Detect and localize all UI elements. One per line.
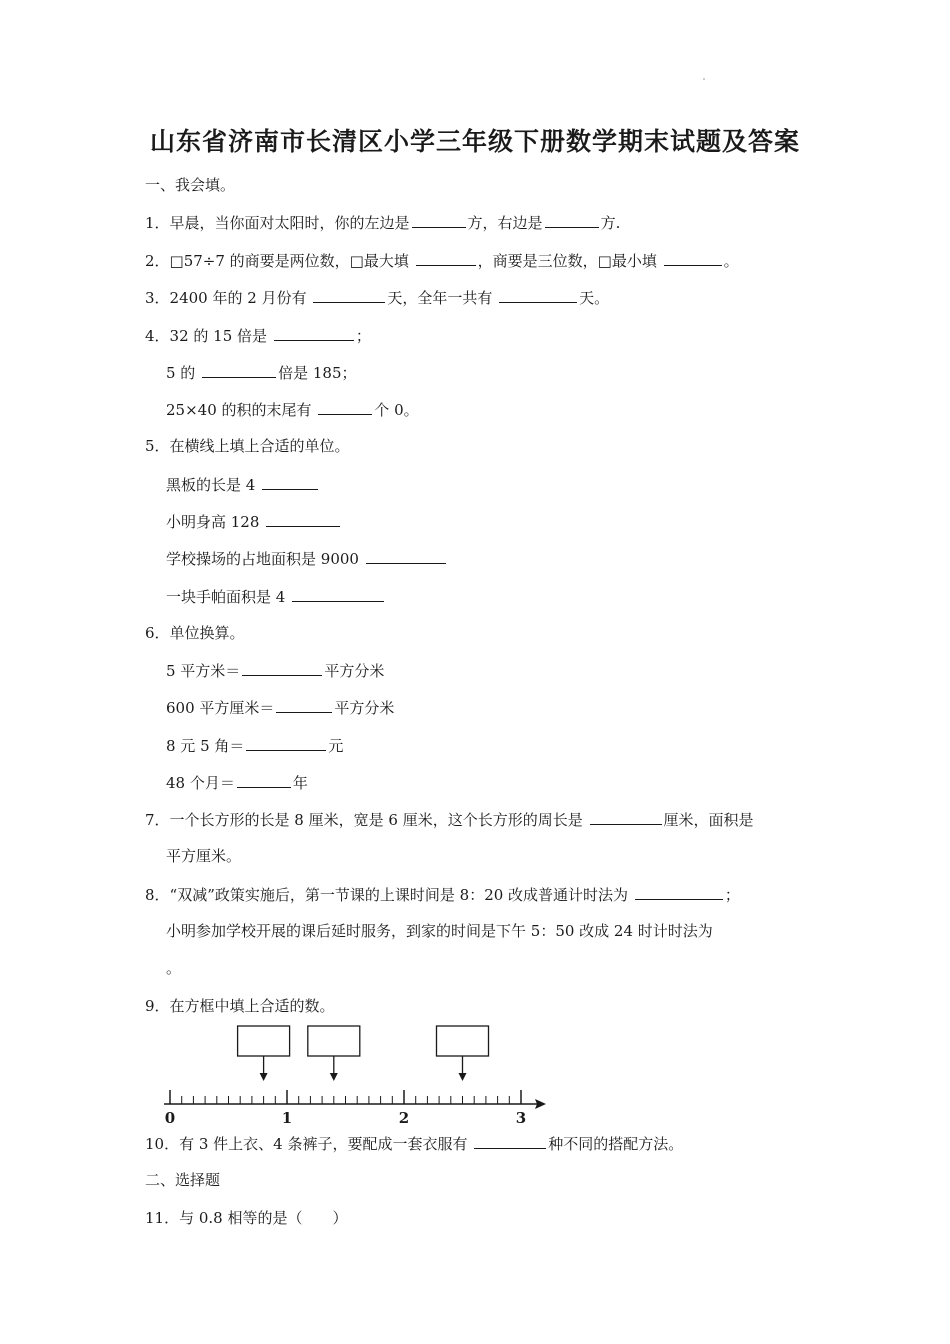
question-4: 4．32 的 15 倍是 ； (145, 327, 371, 345)
number-line-ticks (170, 1090, 521, 1104)
answer-blank[interactable] (545, 212, 599, 228)
question-6-line-1: 5 平方米＝ 平方分米 (166, 662, 385, 680)
question-4-line-2: 5 的 倍是 185； (166, 364, 357, 382)
question-1: 1．早晨，当你面对太阳时，你的左边是 方，右边是 方. (145, 214, 621, 232)
answer-blank[interactable] (499, 287, 577, 303)
answer-blank[interactable] (474, 1133, 546, 1149)
question-7: 7．一个长方形的长是 8 厘米，宽是 6 厘米，这个长方形的周长是 厘米，面积是 (145, 811, 754, 829)
pointer-arrowhead (459, 1073, 467, 1081)
answer-box[interactable] (308, 1026, 360, 1056)
tick-label: 0 (164, 1109, 176, 1127)
question-8-line-3: 。 (166, 959, 182, 977)
pointer-arrowhead (260, 1073, 268, 1081)
answer-blank[interactable] (276, 697, 332, 713)
section-heading-choice: 二、选择题 (145, 1171, 221, 1189)
question-5-line-4: 一块手帕面积是 4 (166, 586, 386, 607)
answer-blank[interactable] (318, 399, 372, 415)
question-2: 2．□57÷7 的商要是两位数，□最大填 ，商要是三位数，□最小填 。 (145, 252, 739, 270)
answer-blank[interactable] (266, 511, 340, 527)
question-6-line-2: 600 平方厘米＝ 平方分米 (166, 699, 395, 717)
answer-blank[interactable] (590, 809, 662, 825)
question-5-line-1: 黑板的长是 4 (166, 474, 320, 495)
page-title: 山东省济南市长清区小学三年级下册数学期末试题及答案 (149, 127, 800, 156)
question-11: 11．与 0.8 相等的是（ ） (145, 1209, 348, 1227)
answer-blank[interactable] (366, 548, 446, 564)
question-5-line-3: 学校操场的占地面积是 9000 (166, 548, 448, 569)
answer-blank[interactable] (242, 660, 322, 676)
question-9: 9．在方框中填上合适的数。 (145, 997, 335, 1015)
answer-blank[interactable] (412, 212, 466, 228)
question-7-line-2: 平方厘米。 (166, 847, 242, 865)
pointer-arrowhead (330, 1073, 338, 1081)
answer-blank[interactable] (262, 474, 318, 490)
answer-blank[interactable] (237, 772, 291, 788)
answer-blank[interactable] (416, 250, 476, 266)
answer-blank[interactable] (246, 735, 326, 751)
question-6-line-3: 8 元 5 角＝ 元 (166, 737, 344, 755)
answer-blank[interactable] (313, 287, 385, 303)
answer-blank[interactable] (292, 586, 384, 602)
question-6: 6．单位换算。 (145, 624, 245, 642)
answer-blank[interactable] (274, 325, 354, 341)
question-10: 10．有 3 件上衣、4 条裤子，要配成一套衣服有 种不同的搭配方法。 (145, 1135, 684, 1153)
question-6-line-4: 48 个月＝ 年 (166, 774, 308, 792)
question-8-line-2: 小明参加学校开展的课后延时服务，到家的时间是下午 5：50 改成 24 时计时法为 (166, 922, 713, 940)
answer-blank[interactable] (635, 884, 723, 900)
tick-label: 1 (281, 1109, 293, 1127)
question-5: 5．在横线上填上合适的单位。 (145, 437, 350, 455)
question-5-line-2: 小明身高 128 (166, 511, 342, 532)
number-line-figure (160, 1018, 560, 1128)
answer-blank[interactable] (202, 362, 276, 378)
tick-label: 2 (398, 1109, 410, 1127)
answer-box[interactable] (437, 1026, 489, 1056)
scan-speck (703, 78, 705, 80)
tick-label: 3 (515, 1109, 527, 1127)
section-heading-fill: 一、我会填。 (145, 176, 236, 194)
answer-blank[interactable] (664, 250, 722, 266)
question-8: 8．“双减”政策实施后，第一节课的上课时间是 8：20 改成普通计时法为 ； (145, 886, 740, 904)
answer-box[interactable] (238, 1026, 290, 1056)
number-line-labels (165, 1109, 526, 1127)
question-4-line-3: 25×40 的积的末尾有 个 0。 (166, 401, 419, 419)
question-3: 3．2400 年的 2 月份有 天，全年一共有 天。 (145, 289, 610, 307)
number-line-boxes (238, 1026, 489, 1081)
